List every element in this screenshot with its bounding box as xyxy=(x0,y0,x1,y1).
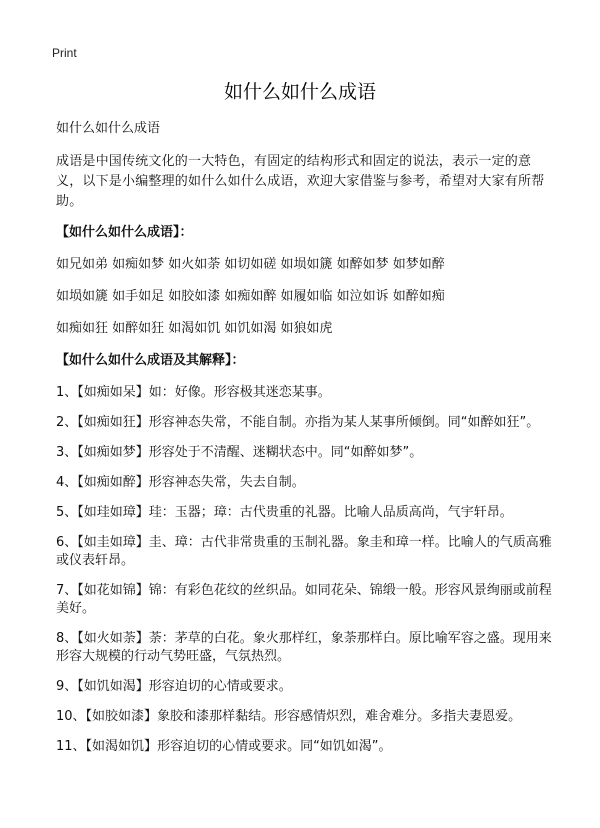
item-number: 11、 xyxy=(56,739,86,754)
item-text: 珪：玉器；璋：古代贵重的礼器。比喻人品质高尚，气宇轩昂。 xyxy=(148,505,513,520)
list-item xyxy=(56,504,556,522)
item-term: 【如胶如漆】 xyxy=(85,709,158,724)
page-title: 如什么如什么成语 xyxy=(223,81,376,103)
item-number: 1、 xyxy=(56,385,78,400)
list-item xyxy=(56,738,556,756)
list-item xyxy=(56,678,556,696)
item-term: 【如饥如渴】 xyxy=(77,679,149,694)
item-term: 【如痴如狂】 xyxy=(77,415,149,430)
item-text: 形容迫切的心情或要求。 xyxy=(148,679,292,694)
idiom-row: 如兄如弟 如痴如梦 如火如荼 如切如磋 如埙如篪 如醉如梦 如梦如醉 xyxy=(56,257,445,272)
item-number: 9、 xyxy=(56,679,78,694)
list-item xyxy=(56,414,556,432)
list-item xyxy=(56,534,556,570)
list-item xyxy=(56,708,556,726)
item-term: 【如痴如呆】 xyxy=(77,385,149,400)
item-text: 象胶和漆那样黏结。形容感情炽烈，难舍难分。多指夫妻恩爱。 xyxy=(157,709,522,724)
print-label[interactable]: Print xyxy=(52,46,77,60)
list-item xyxy=(56,630,556,666)
section-heading-explanations: 【如什么如什么成语及其解释】： xyxy=(56,353,245,368)
item-text: 荼：茅草的白花。象火那样红，象荼那样白。原比喻军容之盛。现用来形容大规模的行动气势旺盛，气氛热烈。 xyxy=(56,631,552,664)
list-item xyxy=(56,474,556,492)
item-number: 5、 xyxy=(56,505,78,520)
item-text: 形容处于不清醒、迷糊状态中。同“如醉如梦”。 xyxy=(148,445,423,460)
item-number: 8、 xyxy=(56,631,78,646)
item-term: 【如痴如梦】 xyxy=(77,445,149,460)
item-term: 【如花如锦】 xyxy=(77,583,149,598)
item-term: 【如圭如璋】 xyxy=(77,535,149,550)
idiom-row: 如痴如狂 如醉如狂 如渴如饥 如饥如渴 如狼如虎 xyxy=(56,321,333,336)
item-number: 3、 xyxy=(56,445,78,460)
document-body xyxy=(56,120,556,768)
item-text: 形容神态失常，失去自制。 xyxy=(148,475,305,490)
idiom-row: 如埙如篪 如手如足 如胶如漆 如痴如醉 如履如临 如泣如诉 如醉如痴 xyxy=(56,289,445,304)
intro-paragraph: 成语是中国传统文化的一大特色，有固定的结构形式和固定的说法，表示一定的意义，以下是小编整理的如什么如什么成语，欢迎大家借鉴与参考，希望对大家有所帮助。 xyxy=(56,154,545,209)
item-text: 圭、璋：古代非常贵重的玉制礼器。象圭和璋一样。比喻人的气质高雅或仪表轩昂。 xyxy=(56,535,552,568)
item-text: 锦：有彩色花纹的丝织品。如同花朵、锦缎一般。形容风景绚丽或前程美好。 xyxy=(56,583,552,616)
item-number: 2、 xyxy=(56,415,78,430)
item-number: 4、 xyxy=(56,475,78,490)
item-text: 如：好像。形容极其迷恋某事。 xyxy=(148,385,331,400)
item-text: 形容神态失常，不能自制。亦指为某人某事所倾倒。同“如醉如狂”。 xyxy=(148,415,540,430)
document-subtitle: 如什么如什么成语 xyxy=(56,121,161,136)
item-text: 形容迫切的心情或要求。同“如饥如渴”。 xyxy=(157,739,392,754)
section-heading-idioms: 【如什么如什么成语】： xyxy=(56,225,193,240)
item-number: 7、 xyxy=(56,583,78,598)
item-term: 【如渴如饥】 xyxy=(85,739,158,754)
list-item xyxy=(56,444,556,462)
item-number: 10、 xyxy=(56,709,86,724)
item-number: 6、 xyxy=(56,535,78,550)
item-term: 【如珪如璋】 xyxy=(77,505,149,520)
item-term: 【如火如荼】 xyxy=(77,631,149,646)
list-item xyxy=(56,582,556,618)
item-term: 【如痴如醉】 xyxy=(77,475,149,490)
list-item xyxy=(56,384,556,402)
